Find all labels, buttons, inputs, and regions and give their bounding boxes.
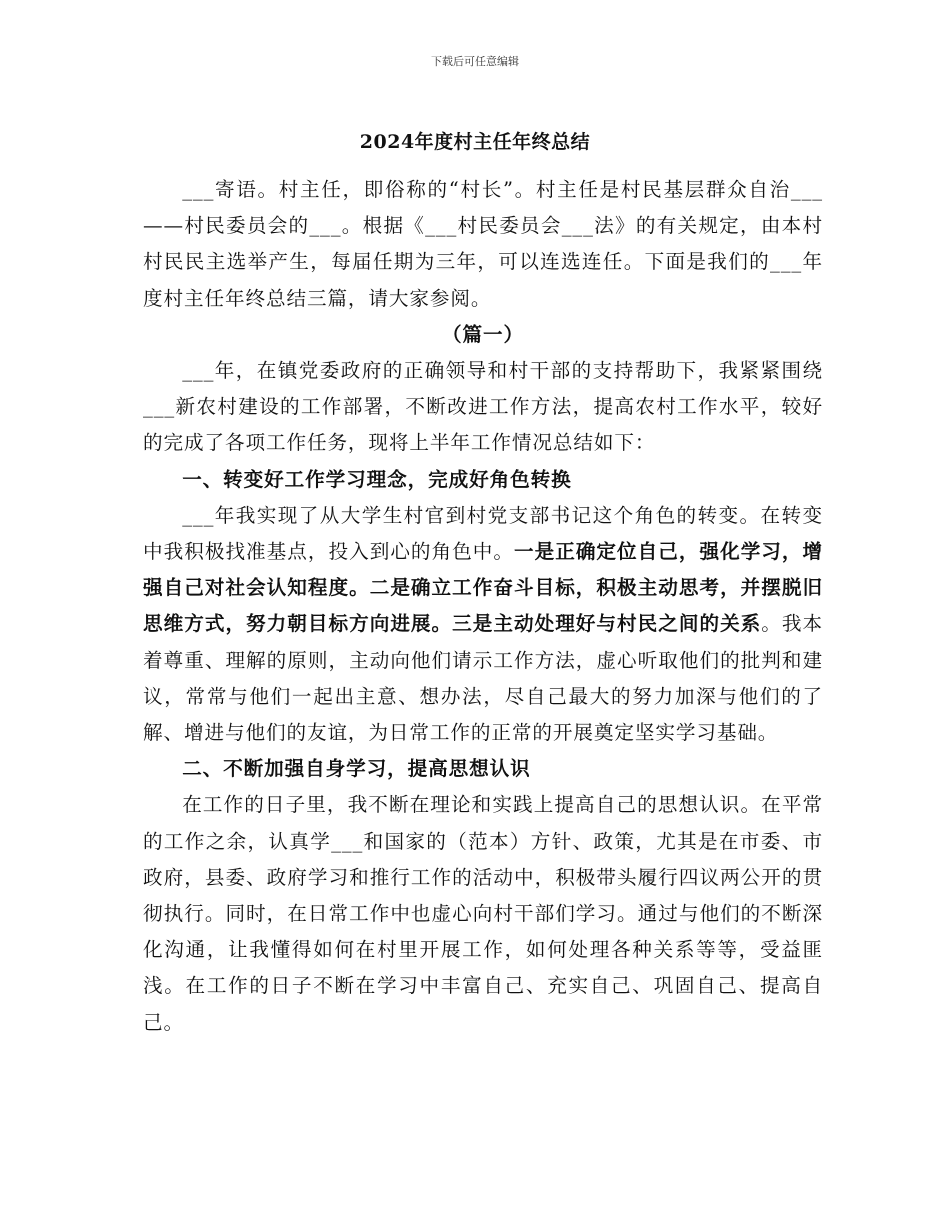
paragraph-2-tail: 。我本着尊重、理解的原则，主动向他们请示工作方法，虚心听取他们的批判和建议，常常与他们一起出主意、想办法，尽自己最大的努力加深与他们的了解、增进与他们的友谊，为日常工作的正常的开展奠定坚实学习基础。: [143, 612, 824, 745]
heading-2: 二、不断加强自身学习，提高思想认识: [182, 757, 531, 781]
paragraph-2-lead: ___年我实现了从大学生村官到村党支部书记这个角色的转变。在转变中我积极找准基点，投入到心的角色中。: [143, 503, 823, 564]
paragraph-1: ___年，在镇党委政府的正确领导和村干部的支持帮助下，我紧紧围绕___新农村建设的工作部署，不断改进工作方法，提高农村工作水平，较好的完成了各项工作任务，现将上半年工作情况总结如下：: [143, 359, 823, 455]
paragraph-2: [143, 498, 823, 751]
section-label: （篇一）: [442, 322, 524, 346]
intro-paragraph: ___寄语。村主任，即俗称的“村长”。村主任是村民基层群众自治___——村民委员会的___。根据《___村民委员会___法》的有关规定，由本村村民民主选举产生，每届任期为三年，可以连选连任。下面是我们的___年度村主任年终总结三篇，请大家参阅。: [143, 178, 823, 310]
heading-1: 一、转变好工作学习理念，完成好角色转换: [182, 467, 572, 491]
document-title: 2024年度村主任年终总结: [359, 131, 591, 153]
header-note: 下载后可任意编辑: [431, 55, 519, 68]
paragraph-2-bold: 一是正确定位自己，强化学习，增强自己对社会认知程度。二是确立工作奋斗目标，积极主动思考，并摆脱旧思维方式，努力朝目标方向进展。三是主动处理好与村民之间的关系: [143, 540, 824, 636]
document-body: [143, 172, 823, 1041]
paragraph-3: 在工作的日子里，我不断在理论和实践上提高自己的思想认识。在平常的工作之余，认真学___和国家的（范本）方针、政策，尤其是在市委、市政府，县委、政府学习和推行工作的活动中，积极带头履行四议两公开的贯彻执行。同时，在日常工作中也虚心向村干部们学习。通过与他们的不断深化沟通，让我懂得如何在村里开展工作，如何处理各种关系等等，受益匪浅。在工作的日子不断在学习中丰富自己、充实自己、巩固自己、提高自己。: [143, 793, 823, 1034]
